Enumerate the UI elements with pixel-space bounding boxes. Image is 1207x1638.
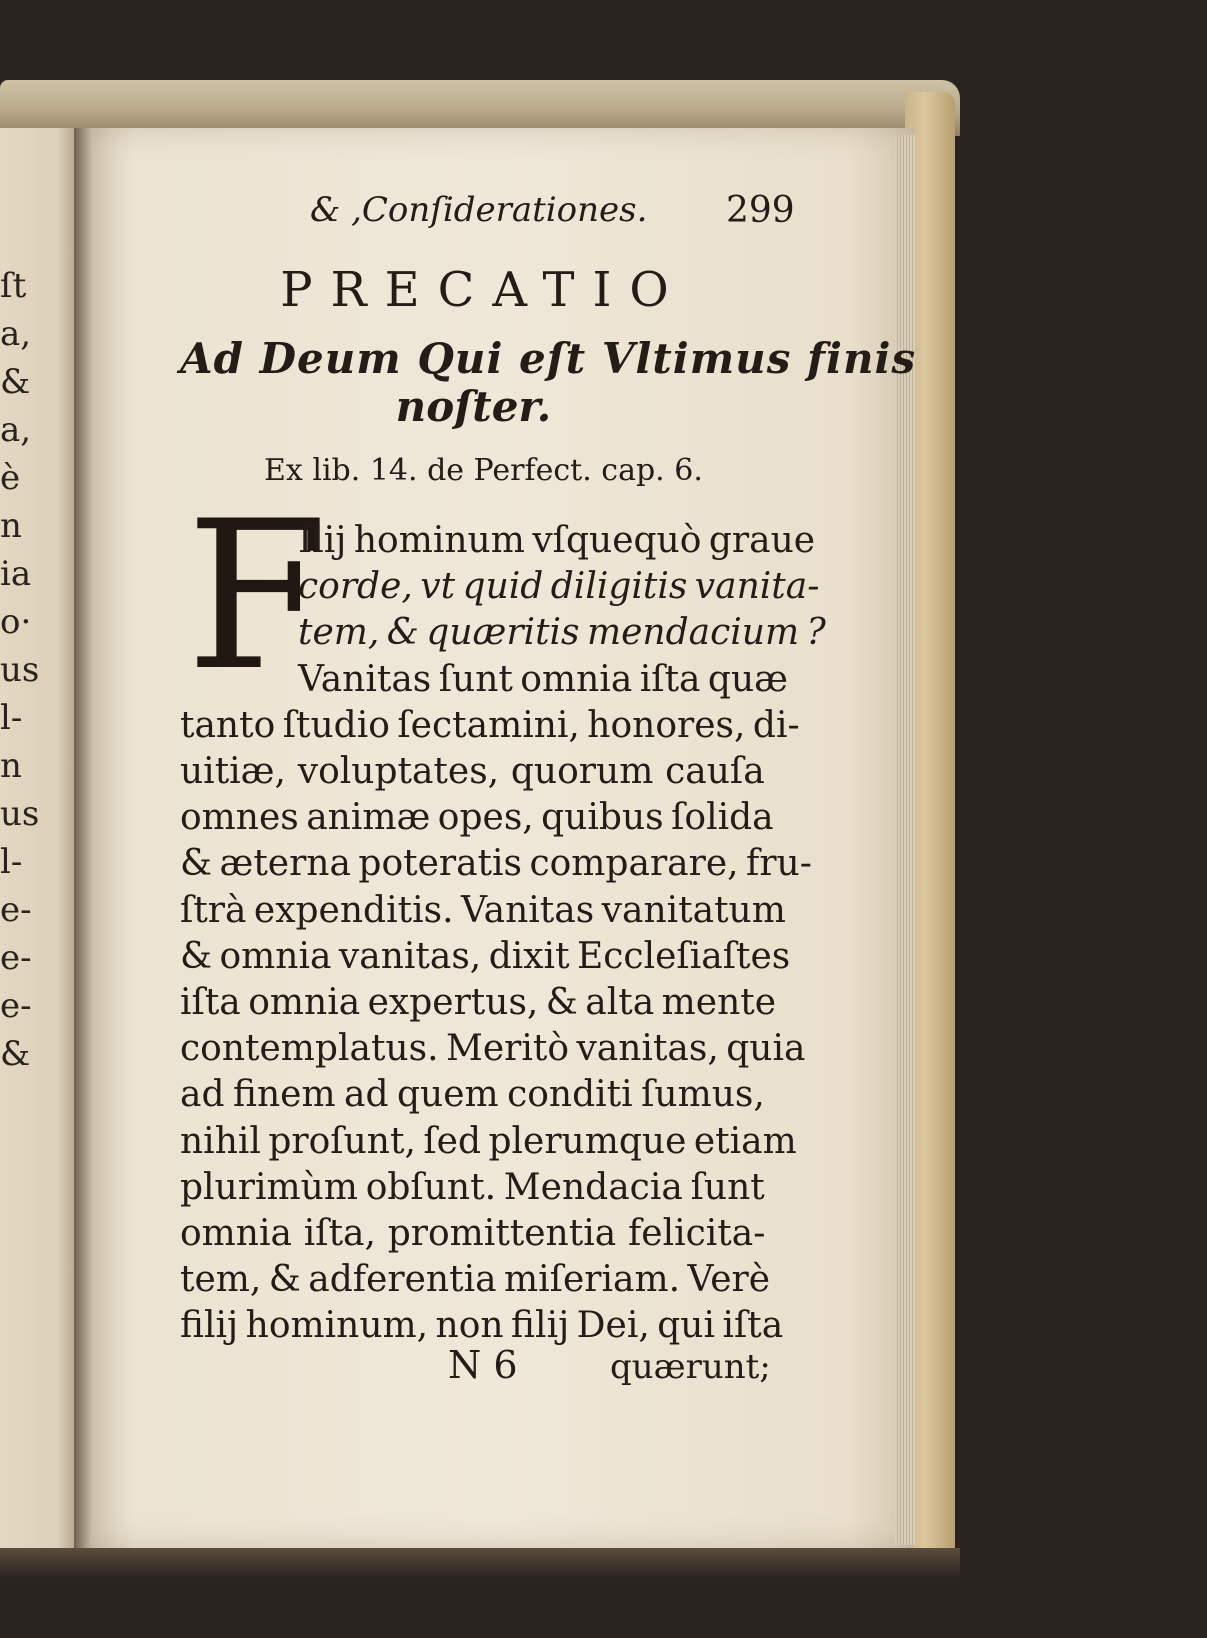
text-line: ſtrà expenditis. Vanitas vanitatum <box>180 889 786 931</box>
text-line: Ilij hominum vſquequò graue <box>298 520 816 561</box>
left-fragment: a, <box>0 410 32 450</box>
running-head: & ,Conſiderationes. <box>310 190 648 230</box>
text-line: filij hominum, non filij Dei, qui iſta <box>180 1305 784 1347</box>
text-line: corde, vt quid diligitis vanita- <box>298 566 820 608</box>
left-fragment: e- <box>0 986 32 1026</box>
text-line: tem, & quæritis mendacium ? <box>298 612 826 654</box>
left-fragment: ſt <box>0 266 27 306</box>
page-number: 299 <box>726 190 795 231</box>
left-fragment: l- <box>0 698 23 738</box>
left-fragment: us <box>0 650 40 690</box>
bottom-shadow <box>0 1548 960 1578</box>
left-fragment: o· <box>0 602 32 642</box>
catchword: quærunt; <box>610 1347 771 1387</box>
left-fragment: a, <box>0 314 32 354</box>
text-line: ad finem ad quem conditi ſumus, <box>180 1074 765 1116</box>
text-line: Vanitas ſunt omnia iſta quæ <box>298 658 789 700</box>
left-fragment: è <box>0 458 21 498</box>
source-reference: Ex lib. 14. de Perfect. cap. 6. <box>264 453 703 488</box>
left-fragment: n <box>0 746 22 786</box>
signature-mark: N 6 <box>448 1343 518 1387</box>
text-line: tem, & adferentia miſeriam. Verè <box>180 1259 771 1301</box>
prayer-title: PRECATIO <box>280 262 687 318</box>
text-line: plurimùm obſunt. Mendacia ſunt <box>180 1166 765 1208</box>
left-fragment: l- <box>0 842 23 882</box>
text-line: omnes animæ opes, quibus ſolida <box>180 797 774 839</box>
left-fragment: us <box>0 794 40 834</box>
left-fragment: ia <box>0 554 32 594</box>
left-fragment: & <box>0 362 31 402</box>
text-line: & æterna poteratis comparare, fru- <box>180 843 812 885</box>
left-fragment: n <box>0 506 22 546</box>
text-line: omnia iſta, promittentia felicita- <box>180 1213 766 1254</box>
text-line: contemplatus. Meritò vanitas, quia <box>180 1028 806 1070</box>
prayer-subtitle-line-2: noſter. <box>395 382 552 431</box>
text-line: iſta omnia expertus, & alta mente <box>180 982 777 1023</box>
text-line: uitiæ, voluptates, quorum cauſa <box>180 751 765 792</box>
prayer-subtitle-line-1: Ad Deum Qui eſt Vltimus finis <box>180 334 917 383</box>
text-line: & omnia vanitas, dixit Eccleſiaſtes <box>180 935 791 977</box>
drop-capital: F <box>186 478 329 716</box>
text-line: tanto ſtudio ſectamini, honores, di- <box>180 704 800 746</box>
gutter <box>74 128 92 1548</box>
left-fragment: e- <box>0 938 32 978</box>
left-fragment: & <box>0 1034 31 1074</box>
text-line: nihil proſunt, ſed plerumque etiam <box>180 1120 797 1162</box>
left-fragment: e- <box>0 890 32 930</box>
